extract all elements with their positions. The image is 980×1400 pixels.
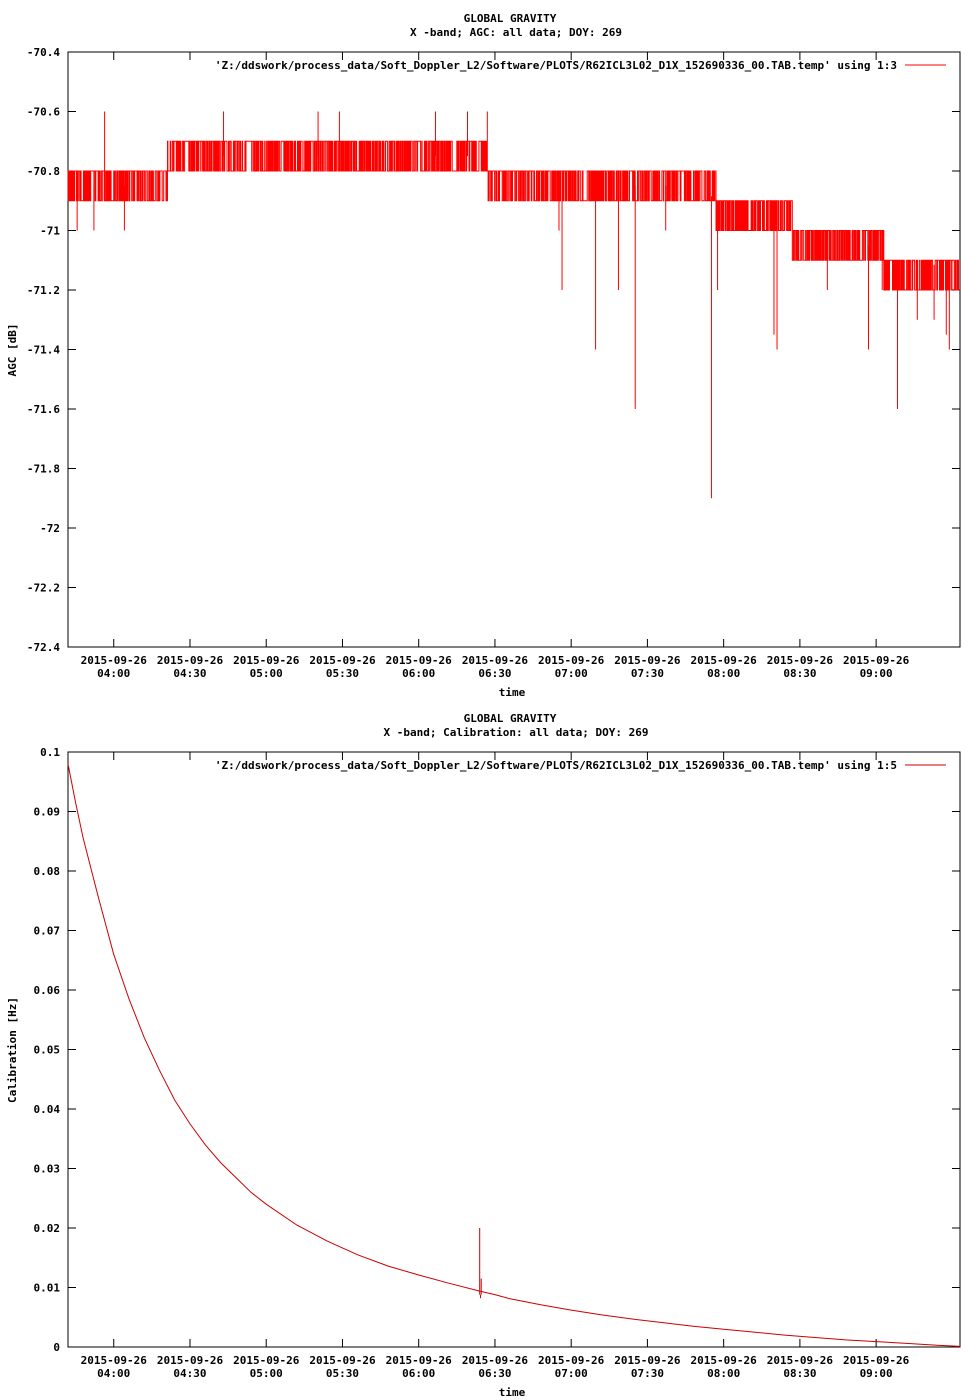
x-tick-date: 2015-09-26 [233, 654, 300, 667]
y-tick-label: -70.4 [26, 46, 60, 59]
x-tick-date: 2015-09-26 [309, 654, 376, 667]
series-line [68, 141, 960, 290]
x-tick-date: 2015-09-26 [766, 654, 834, 667]
chart-title: GLOBAL GRAVITY [463, 712, 557, 725]
x-tick-time: 04:00 [97, 667, 131, 680]
plot-frame [68, 752, 960, 1347]
x-tick-time: 04:00 [97, 1367, 131, 1380]
x-tick-time: 06:00 [402, 667, 436, 680]
x-tick-time: 08:00 [707, 1367, 741, 1380]
x-tick-time: 07:30 [630, 1367, 664, 1380]
x-tick-date: 2015-09-26 [385, 1354, 452, 1367]
x-tick-date: 2015-09-26 [385, 654, 452, 667]
x-tick-date: 2015-09-26 [614, 654, 681, 667]
x-tick-time: 07:00 [554, 1367, 588, 1380]
x-axis-label: time [498, 686, 526, 699]
y-tick-label: 0 [53, 1341, 60, 1354]
y-tick-label: 0.08 [33, 865, 60, 878]
x-tick-date: 2015-09-26 [614, 1354, 681, 1367]
x-tick-time: 08:30 [783, 1367, 817, 1380]
x-tick-time: 06:30 [478, 1367, 512, 1380]
x-tick-time: 08:30 [783, 667, 817, 680]
x-tick-time: 05:30 [325, 667, 360, 680]
x-tick-date: 2015-09-26 [80, 654, 147, 667]
y-tick-label: 0.05 [33, 1043, 60, 1057]
y-tick-label: -70.8 [26, 165, 60, 178]
series-line [68, 764, 960, 1347]
x-tick-time: 08:00 [707, 667, 741, 680]
x-tick-time: 06:00 [402, 1367, 436, 1380]
x-tick-date: 2015-09-26 [461, 654, 529, 667]
y-tick-label: -71.8 [26, 462, 60, 476]
x-tick-date: 2015-09-26 [690, 654, 757, 667]
x-tick-date: 2015-09-26 [156, 654, 224, 667]
x-tick-date: 2015-09-26 [156, 1354, 224, 1367]
x-tick-date: 2015-09-26 [538, 654, 605, 667]
x-tick-time: 07:30 [630, 667, 664, 680]
y-tick-label: 0.03 [33, 1162, 60, 1176]
x-tick-time: 06:30 [478, 667, 512, 680]
y-tick-label: 0.1 [40, 746, 60, 759]
legend-label: 'Z:/ddswork/process_data/Soft_Doppler_L2/Software/PLOTS/R62ICL3L02_D1X_152690336_00.TAB.temp' using 1:5 [214, 759, 897, 772]
chart-subtitle: X -band; AGC: all data; DOY: 269 [410, 26, 622, 39]
x-tick-date: 2015-09-26 [843, 654, 910, 667]
x-tick-time: 05:00 [249, 1367, 283, 1380]
x-tick-time: 07:00 [554, 667, 588, 680]
x-tick-time: 09:00 [859, 667, 893, 680]
x-tick-time: 04:30 [173, 1367, 207, 1380]
x-tick-date: 2015-09-26 [309, 1354, 376, 1367]
x-axis-label: time [498, 1386, 526, 1399]
x-tick-time: 04:30 [173, 667, 207, 680]
y-tick-label: -71 [40, 224, 60, 238]
x-tick-date: 2015-09-26 [461, 1354, 529, 1367]
y-axis-label: Calibration [Hz] [6, 997, 19, 1103]
y-tick-label: -72.4 [26, 641, 60, 654]
y-tick-label: -72 [40, 522, 60, 535]
x-tick-time: 09:00 [859, 1367, 893, 1380]
y-tick-label: 0.02 [33, 1222, 60, 1235]
x-tick-time: 05:30 [325, 1367, 360, 1380]
x-tick-date: 2015-09-26 [690, 1354, 757, 1367]
y-tick-label: -71.2 [26, 284, 60, 297]
x-tick-date: 2015-09-26 [538, 1354, 605, 1367]
y-tick-label: 0.01 [33, 1281, 60, 1295]
agc-chart [6, 12, 960, 699]
chart-subtitle: X -band; Calibration: all data; DOY: 269 [383, 726, 649, 739]
x-tick-date: 2015-09-26 [766, 1354, 834, 1367]
x-tick-date: 2015-09-26 [843, 1354, 910, 1367]
y-tick-label: 0.07 [33, 924, 60, 938]
y-tick-label: -72.2 [26, 581, 60, 595]
y-tick-label: 0.04 [33, 1103, 60, 1116]
chart-title: GLOBAL GRAVITY [463, 12, 557, 25]
y-tick-label: -70.6 [26, 105, 60, 119]
x-tick-time: 05:00 [249, 667, 283, 680]
x-tick-date: 2015-09-26 [80, 1354, 147, 1367]
y-tick-label: 0.09 [33, 805, 60, 819]
y-axis-label: AGC [dB] [6, 323, 19, 377]
x-tick-date: 2015-09-26 [233, 1354, 300, 1367]
legend-label: 'Z:/ddswork/process_data/Soft_Doppler_L2/Software/PLOTS/R62ICL3L02_D1X_152690336_00.TAB.temp' using 1:3 [214, 59, 897, 72]
y-tick-label: -71.4 [26, 343, 60, 357]
y-tick-label: -71.6 [26, 403, 60, 416]
calibration-chart [6, 712, 960, 1399]
y-tick-label: 0.06 [33, 984, 60, 997]
